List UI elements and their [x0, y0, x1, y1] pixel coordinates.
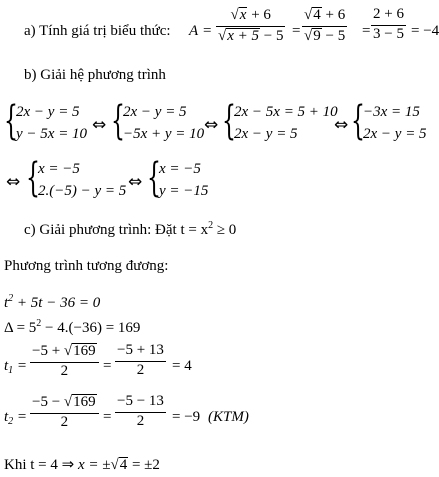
t2-label: $t_2$ =	[4, 409, 28, 427]
part-a-label: a) Tính giá trị biểu thức:	[24, 23, 171, 39]
system-line: −5x + y = 10	[123, 126, 205, 142]
eq-sign: =	[203, 23, 212, 39]
fraction-2: √4 + 6 √9 − 5	[304, 7, 346, 44]
numerator: 2 + 6	[373, 6, 404, 22]
system-line: 2.(−5) − y = 5	[38, 183, 127, 199]
fraction-1: √x + 6 √x + 5 − 5	[218, 7, 284, 44]
denominator: 2	[60, 413, 69, 430]
denominator: 2	[136, 412, 145, 429]
system-line: 2x − y = 5	[363, 126, 427, 142]
var-A: A	[189, 23, 199, 39]
term: = ±2	[128, 457, 160, 473]
t1-fraction-2	[115, 343, 166, 379]
denominator: 2	[136, 361, 145, 378]
eq-sign: =	[103, 358, 112, 374]
term: − 4.(−36) = 169	[41, 320, 141, 336]
eq-sign: =	[362, 23, 371, 39]
radicand: 169	[73, 343, 96, 359]
system-line: y − 5x = 10	[16, 126, 88, 142]
system-line: 2x − y = 5	[234, 126, 298, 142]
numerator: −5 − 13	[117, 393, 164, 409]
intro-text: Phương trình tương đương:	[4, 258, 169, 274]
delta-line	[4, 318, 141, 336]
t1-label: $t_1$ =	[4, 358, 28, 376]
term: + 5t − 36 = 0	[13, 295, 101, 311]
implies-symbol: ⇒	[61, 455, 75, 473]
equivalence-symbol: ⇔	[6, 172, 21, 192]
equivalence-symbol: ⇔	[204, 115, 219, 135]
radicand: 169	[73, 394, 96, 410]
final-line: Khi t = 4 ⇒ x = ±√4 = ±2	[4, 455, 160, 473]
system-line: x = −5	[38, 161, 80, 177]
superscript: 2	[208, 220, 214, 231]
superscript: 2	[8, 293, 14, 304]
denominator: 3 − 5	[373, 25, 404, 42]
radicand: 9	[313, 27, 321, 44]
t2-note: (KTM)	[208, 409, 249, 425]
t2-result: = −9	[172, 409, 201, 425]
part-b-label: b) Giải hệ phương trình	[24, 67, 166, 83]
numerator-tail: + 6	[247, 7, 271, 23]
denominator-tail: − 5	[260, 27, 284, 44]
denominator-tail: − 5	[321, 27, 346, 44]
radicand: x	[239, 7, 247, 23]
numerator-tail: + 6	[321, 7, 346, 23]
subscript: 1	[8, 365, 14, 376]
equivalence-symbol: ⇔	[92, 115, 107, 135]
radicand: x + 5	[227, 27, 260, 44]
term: x = ±	[77, 457, 111, 473]
label-text: c) Giải phương trình: Đặt t = x	[24, 222, 209, 238]
t1-result: = 4	[172, 358, 192, 374]
system-line: y = −15	[159, 183, 209, 199]
t2-fraction-1: −5 − √169 2	[30, 394, 99, 431]
system-line: 2x − y = 5	[123, 104, 187, 120]
system-line: 2x − y = 5	[16, 104, 80, 120]
part-c-label	[24, 220, 237, 238]
radicand: 4	[119, 457, 128, 473]
term: Δ = 5	[4, 320, 37, 336]
system-line: −3x = 15	[363, 104, 420, 120]
denominator: 2	[60, 362, 69, 379]
t2-fraction-2	[115, 394, 166, 430]
numerator: −5 + 13	[117, 342, 164, 358]
equivalence-symbol: ⇔	[334, 115, 349, 135]
quadratic-equation	[4, 293, 101, 311]
t1-fraction-1: −5 + √169 2	[30, 343, 99, 380]
term: Khi t = 4	[4, 457, 58, 473]
system-line: x = −5	[159, 161, 201, 177]
fraction-3	[371, 7, 406, 43]
system-line: 2x − 5x = 5 + 10	[234, 104, 338, 120]
term: t	[4, 358, 9, 374]
label-text: ≥ 0	[213, 222, 237, 238]
term: −5 +	[32, 343, 64, 359]
superscript: 2	[36, 318, 42, 329]
eq-sign: =	[103, 409, 112, 425]
term: t	[4, 295, 9, 311]
result-a: = −4	[411, 23, 439, 39]
radicand: 4	[313, 7, 321, 23]
equivalence-symbol: ⇔	[128, 172, 143, 192]
subscript: 2	[8, 416, 14, 427]
term: t	[4, 409, 9, 425]
term: −5 −	[32, 394, 64, 410]
eq-sign: =	[292, 23, 301, 39]
